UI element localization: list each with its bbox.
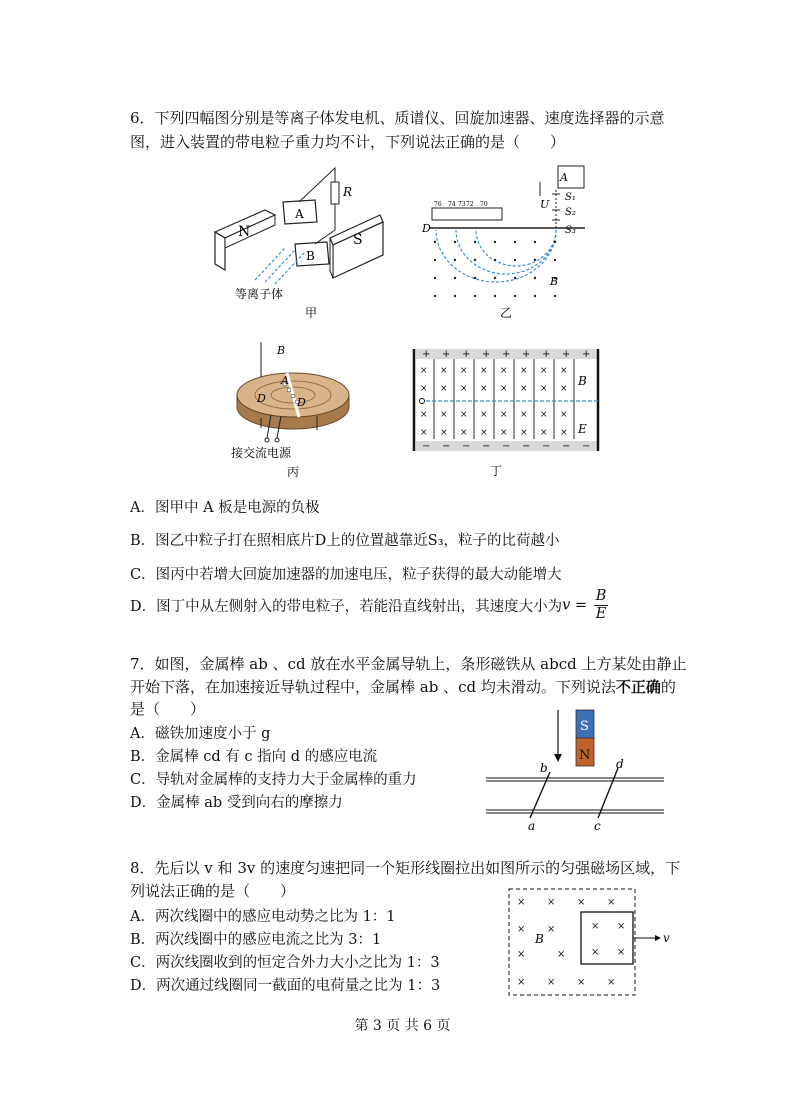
q8-option-d: D．两次通过线圈同一截面的电荷量之比为 1：3 bbox=[130, 978, 441, 994]
svg-text:×: × bbox=[460, 410, 468, 420]
svg-text:+: + bbox=[442, 349, 451, 360]
bing-b-label: B bbox=[277, 344, 286, 357]
svg-text:×: × bbox=[480, 366, 488, 376]
fraction-denominator: E bbox=[595, 606, 607, 622]
svg-text:×: × bbox=[517, 949, 526, 960]
svg-text:×: × bbox=[540, 384, 548, 394]
q8-v-label: v bbox=[663, 931, 670, 945]
plate-b-label: B bbox=[306, 249, 315, 263]
figure-jia-plasma-generator bbox=[205, 160, 395, 320]
svg-text:×: × bbox=[560, 366, 568, 376]
ding-e-label: E bbox=[578, 422, 587, 436]
svg-text:×: × bbox=[547, 924, 556, 935]
svg-text:×: × bbox=[591, 947, 600, 958]
svg-text:×: × bbox=[460, 366, 468, 376]
svg-text:×: × bbox=[440, 384, 448, 394]
resistor-r-label: R bbox=[343, 185, 353, 199]
svg-text:×: × bbox=[560, 410, 568, 420]
q8-option-c: C．两次线圈收到的恒定合外力大小之比为 1：3 bbox=[130, 955, 440, 971]
svg-text:×: × bbox=[547, 977, 556, 988]
q7-stem-line2 bbox=[130, 676, 676, 698]
svg-text:×: × bbox=[500, 384, 508, 394]
svg-text:×: × bbox=[440, 428, 448, 438]
svg-text:×: × bbox=[607, 977, 616, 988]
svg-text:×: × bbox=[540, 366, 548, 376]
svg-text:+: + bbox=[482, 349, 491, 360]
yi-scale-76: 76 bbox=[434, 201, 442, 208]
svg-text:−: − bbox=[582, 441, 591, 452]
svg-text:×: × bbox=[460, 384, 468, 394]
svg-text:−: − bbox=[522, 441, 531, 452]
fraction-numerator: B bbox=[595, 588, 607, 604]
q6-option-d-fraction bbox=[594, 588, 609, 623]
yi-scale-72: 72 bbox=[466, 201, 474, 208]
svg-text:+: + bbox=[582, 349, 591, 360]
q7-option-a: A．磁铁加速度小于 g bbox=[130, 726, 271, 742]
svg-text:×: × bbox=[480, 384, 488, 394]
caption-jia: 甲 bbox=[305, 306, 318, 320]
magnet-s-label: S bbox=[353, 232, 363, 248]
magnet-n-label: N bbox=[238, 224, 251, 240]
yi-d-label: D bbox=[422, 222, 431, 235]
svg-text:×: × bbox=[577, 977, 586, 988]
yi-scale-74: 74 bbox=[448, 201, 456, 208]
svg-text:×: × bbox=[500, 366, 508, 376]
figure-ding-velocity-selector bbox=[408, 345, 603, 480]
yi-s1-label: S₁ bbox=[565, 192, 576, 203]
svg-text:×: × bbox=[440, 366, 448, 376]
svg-text:×: × bbox=[540, 428, 548, 438]
svg-text:×: × bbox=[520, 410, 528, 420]
svg-text:×: × bbox=[540, 410, 548, 420]
q8-stem-line2: 列说法正确的是（ ） bbox=[130, 882, 296, 900]
svg-text:×: × bbox=[500, 410, 508, 420]
bing-source-label: 接交流电源 bbox=[231, 446, 292, 460]
q7-option-d: D．金属棒 ab 受到向右的摩擦力 bbox=[130, 795, 343, 811]
svg-text:×: × bbox=[520, 366, 528, 376]
q7-figure-magnet-rails bbox=[480, 700, 670, 835]
svg-text:+: + bbox=[562, 349, 571, 360]
svg-text:−: − bbox=[542, 441, 551, 452]
q6-stem-line1: 6．下列四幅图分别是等离子体发电机、质谱仪、回旋加速器、速度选择器的示意 bbox=[130, 109, 665, 127]
svg-text:×: × bbox=[547, 897, 556, 908]
svg-text:×: × bbox=[480, 428, 488, 438]
yi-s3-label: S₃ bbox=[565, 225, 576, 236]
figure-yi-mass-spectrometer bbox=[420, 160, 595, 320]
yi-b-label: B bbox=[550, 275, 559, 288]
svg-text:×: × bbox=[420, 428, 428, 438]
svg-text:−: − bbox=[462, 441, 471, 452]
q6-option-a: A．图甲中 A 板是电源的负极 bbox=[130, 500, 320, 516]
svg-text:−: − bbox=[482, 441, 491, 452]
svg-text:+: + bbox=[522, 349, 531, 360]
yi-a-label: A bbox=[560, 171, 568, 184]
yi-u-label: U bbox=[540, 198, 550, 211]
svg-text:×: × bbox=[480, 410, 488, 420]
svg-text:+: + bbox=[502, 349, 511, 360]
plate-a-label: A bbox=[295, 207, 304, 221]
q7-stem-emphasis: 不正确 bbox=[615, 678, 661, 696]
q8-figure-coil-field bbox=[505, 885, 680, 1000]
svg-text:×: × bbox=[577, 897, 586, 908]
svg-text:×: × bbox=[420, 410, 428, 420]
q8-option-b: B．两次线圈中的感应电流之比为 3：1 bbox=[130, 932, 382, 948]
svg-text:×: × bbox=[557, 949, 566, 960]
q8-stem-line1: 8．先后以 v 和 3v 的速度匀速把同一个矩形线圈拉出如图所示的匀强磁场区域，下 bbox=[130, 859, 681, 877]
q7-label-d: d bbox=[616, 757, 624, 771]
svg-text:+: + bbox=[542, 349, 551, 360]
q7-label-c: c bbox=[594, 819, 601, 833]
svg-text:×: × bbox=[617, 921, 626, 932]
svg-text:−: − bbox=[442, 441, 451, 452]
svg-text:×: × bbox=[517, 977, 526, 988]
q8-b-label: B bbox=[535, 932, 544, 946]
svg-text:×: × bbox=[440, 410, 448, 420]
q7-option-b: B．金属棒 cd 有 c 指向 d 的感应电流 bbox=[130, 749, 378, 765]
svg-text:×: × bbox=[420, 384, 428, 394]
svg-text:×: × bbox=[500, 428, 508, 438]
q7-stem-line1: 7．如图，金属棒 ab 、cd 放在水平金属导轨上，条形磁铁从 abcd 上方某处由静止 bbox=[130, 655, 687, 673]
q6-option-c: C．图丙中若增大回旋加速器的加速电压，粒子获得的最大动能增大 bbox=[130, 567, 562, 583]
yi-scale-73: 73 bbox=[458, 201, 466, 208]
caption-ding: 丁 bbox=[490, 464, 503, 478]
q6-option-d bbox=[130, 588, 608, 628]
bing-d1-label: D bbox=[257, 392, 266, 405]
svg-text:×: × bbox=[517, 924, 526, 935]
q7-stem-line3: 是（ ） bbox=[130, 700, 206, 718]
svg-text:×: × bbox=[560, 384, 568, 394]
svg-text:+: + bbox=[462, 349, 471, 360]
q7-stem-line2-text: 开始下落，在加速接近导轨过程中，金属棒 ab 、cd 均未滑动。下列说法 bbox=[130, 678, 616, 696]
q6-option-d-var: v bbox=[562, 597, 571, 614]
svg-text:−: − bbox=[422, 441, 431, 452]
q7-option-c: C．导轨对金属棒的支持力大于金属棒的重力 bbox=[130, 772, 417, 788]
q7-magnet-s-label: S bbox=[580, 719, 589, 734]
svg-text:×: × bbox=[520, 428, 528, 438]
plasma-label: 等离子体 bbox=[235, 287, 284, 301]
bing-d2-label: D bbox=[297, 396, 306, 409]
svg-text:×: × bbox=[617, 947, 626, 958]
svg-text:−: − bbox=[562, 441, 571, 452]
page-footer: 第 3 页 共 6 页 bbox=[354, 1018, 451, 1034]
svg-text:×: × bbox=[420, 366, 428, 376]
q7-label-a: a bbox=[528, 819, 536, 833]
figure-bing-cyclotron bbox=[225, 340, 375, 480]
caption-yi: 乙 bbox=[500, 306, 513, 320]
svg-text:−: − bbox=[502, 441, 511, 452]
svg-text:×: × bbox=[517, 897, 526, 908]
q7-magnet-n-label: N bbox=[579, 748, 591, 763]
q6-option-b: B．图乙中粒子打在照相底片D上的位置越靠近S₃，粒子的比荷越小 bbox=[130, 533, 560, 549]
svg-text:×: × bbox=[560, 428, 568, 438]
q7-stem-line2-end: 的 bbox=[660, 678, 676, 696]
q6-option-d-eq: = bbox=[570, 597, 592, 614]
yi-s2-label: S₂ bbox=[565, 207, 576, 218]
q6-stem-line2: 图，进入装置的带电粒子重力均不计，下列说法正确的是（ ） bbox=[130, 133, 566, 151]
q7-label-b: b bbox=[540, 761, 548, 775]
svg-text:×: × bbox=[460, 428, 468, 438]
caption-bing: 丙 bbox=[287, 465, 300, 479]
q8-option-a: A．两次线圈中的感应电动势之比为 1：1 bbox=[130, 909, 396, 925]
bing-a-label: A bbox=[281, 374, 289, 387]
ding-b-label: B bbox=[578, 374, 587, 388]
yi-scale-70: 70 bbox=[480, 201, 488, 208]
svg-text:×: × bbox=[520, 384, 528, 394]
svg-text:+: + bbox=[422, 349, 431, 360]
q6-option-d-text: D．图丁中从左侧射入的带电粒子，若能沿直线射出，其速度大小为 bbox=[130, 599, 563, 615]
svg-text:×: × bbox=[591, 921, 600, 932]
svg-text:×: × bbox=[607, 897, 616, 908]
